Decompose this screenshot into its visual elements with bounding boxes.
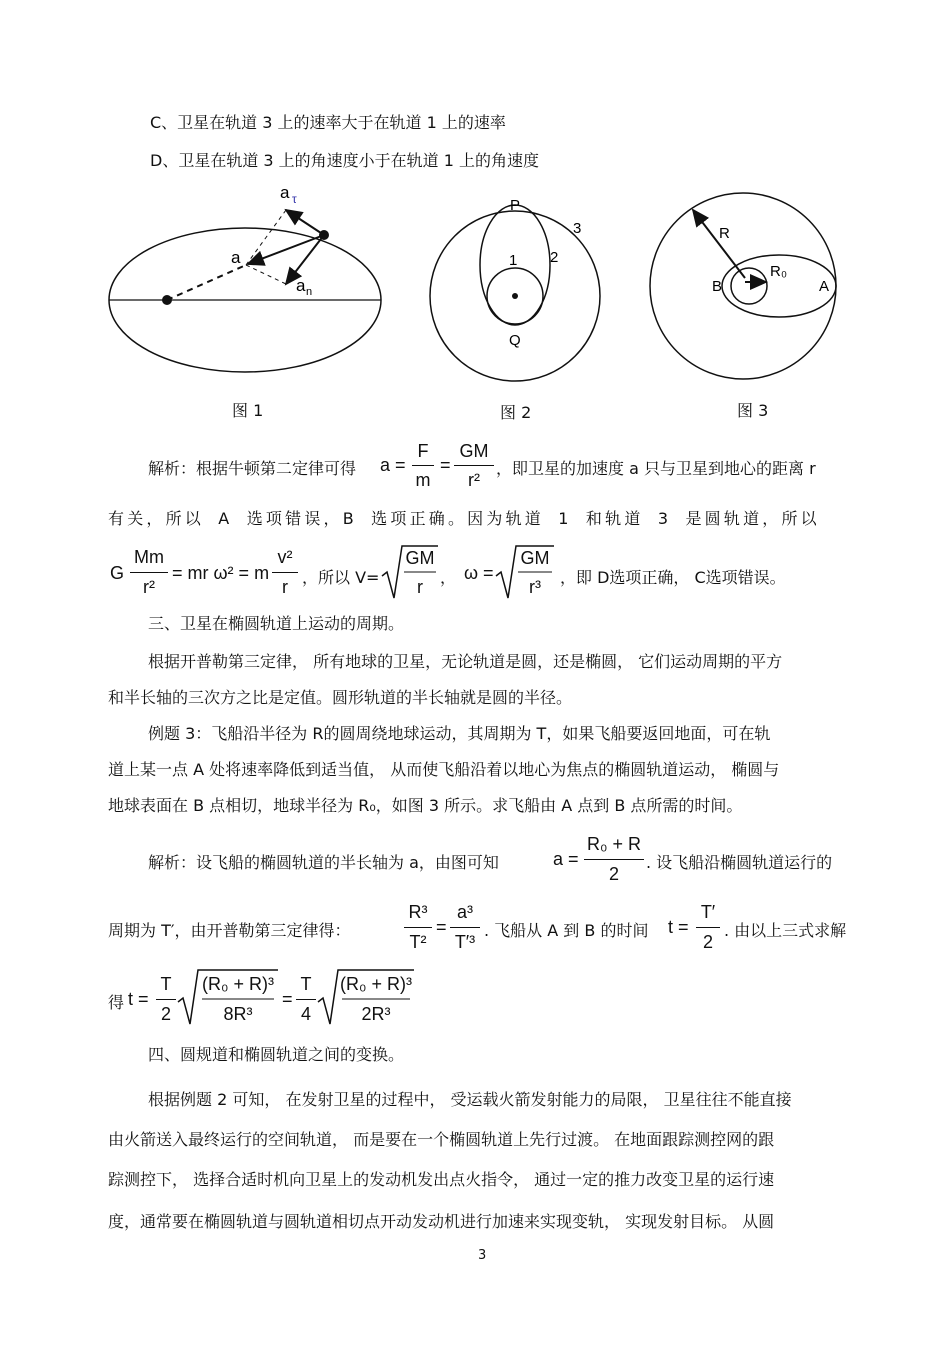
option-d: D、卫星在轨道 3 上的角速度小于在轨道 1 上的角速度	[150, 151, 540, 170]
analysis1-eq-a: a =	[380, 455, 406, 475]
analysis2-r2-den: 4	[300, 1004, 311, 1024]
analysis2-r2-bar	[296, 999, 316, 1000]
fig2-caption: 图 2	[500, 403, 532, 422]
option-c: C、卫星在轨道 3 上的速率大于在轨道 1 上的速率	[150, 113, 506, 132]
section3-ex2: 道上某一点 A 处将速率降低到适当值， 从而使飞船沿着以地心为焦点的椭圆轨道运动， 椭圆与	[108, 760, 780, 779]
analysis2-bar	[584, 859, 644, 860]
analysis2-t-eq: t =	[668, 917, 689, 937]
fig1-label-tau: τ	[292, 192, 297, 206]
fig1-label-n: n	[306, 286, 313, 298]
section4-p1: 根据例题 2 可知， 在发射卫星的过程中， 受运载火箭发射能力的局限， 卫星往往不能直接	[148, 1090, 792, 1109]
fig2-earth	[512, 293, 518, 299]
fig1-label-at: a	[280, 183, 290, 202]
section3-p1: 根据开普勒第三定律， 所有地球的卫星，无论轨道是圆，还是椭圆， 它们运动周期的平方	[148, 652, 783, 671]
section3-p2: 和半长轴的三次方之比是定值。圆形轨道的半长轴就是圆的半径。	[108, 688, 573, 707]
analysis2-r1-den: 2	[160, 1004, 171, 1024]
analysis2-k-num2: a³	[456, 902, 473, 922]
analysis1-mid: = mr ω² = m	[172, 563, 270, 583]
analysis2-k-den1: T²	[409, 932, 427, 952]
analysis1-so-v: ，所以 V=	[302, 568, 380, 587]
fig3-radius-r	[693, 210, 745, 278]
analysis2-r2-num: T	[300, 974, 312, 994]
analysis1-v2-den: r	[282, 577, 288, 597]
analysis2-k-num1: R³	[408, 902, 428, 922]
figure-3	[645, 190, 845, 390]
analysis1-text-after: ，即卫星的加速度 a 只与卫星到地心的距离 r	[496, 459, 816, 478]
analysis2-t-bar	[696, 927, 720, 928]
fig1-at-arrow	[286, 210, 324, 235]
analysis1-f-den: m	[415, 470, 431, 490]
analysis2-k-den2: T′³	[454, 932, 476, 952]
analysis2-prefix: 解析：设飞船的椭圆轨道的半长轴为 a，由图可知	[148, 853, 499, 872]
analysis2-a-eq: a =	[553, 849, 579, 869]
fig1-dashed-radius	[167, 265, 246, 300]
section3-ex3: 地球表面在 B 点相切，地球半径为 R₀，如图 3 所示。求飞船由 A 点到 B 点所需的时间。	[108, 796, 743, 815]
analysis1-f-bar	[412, 465, 434, 466]
analysis2-r-eq: =	[282, 989, 293, 1009]
section3-title: 三、卫星在椭圆轨道上运动的周期。	[148, 614, 405, 633]
analysis2-r2-rad-num: (R₀ + R)³	[340, 974, 412, 994]
fig3-label-b: B	[712, 278, 723, 295]
fig2-label-q: Q	[509, 332, 521, 349]
analysis1-mm-num: Mm	[134, 547, 164, 567]
section4-p3: 踪测控下， 选择合适时机向卫星上的发动机发出点火指令， 通过一定的推力改变卫星的运行速	[108, 1170, 775, 1189]
section3-ex1: 例题 3：飞船沿半径为 R的圆周绕地球运动，其周期为 T，如果飞船要返回地面，可在轨	[148, 724, 771, 743]
fig1-dash-an	[246, 265, 286, 284]
page-number: 3	[478, 1248, 487, 1263]
fig1-label-a: a	[231, 248, 241, 267]
analysis2-r1-rad-num: (R₀ + R)³	[202, 974, 274, 994]
analysis1-v2-num: v²	[277, 547, 293, 567]
fig2-label-1: 1	[509, 252, 518, 269]
analysis1-line2: 有关，所以 A 选项错误，B 选项正确。因为轨道 1 和轨道 3 是圆轨道，所以	[108, 509, 820, 528]
fig2-label-2: 2	[550, 249, 559, 266]
analysis2-k-bar2	[450, 927, 480, 928]
section4-title: 四、圆规道和椭圆轨道之间的变换。	[148, 1045, 405, 1064]
analysis2-line2-prefix: 周期为 T′，由开普勒第三定律得：	[108, 921, 351, 940]
analysis1-tail: ，即 D选项正确， C选项错误。	[560, 568, 786, 587]
fig1-caption: 图 1	[232, 401, 264, 420]
analysis1-g: G	[110, 563, 125, 583]
analysis1-gm-num: GM	[459, 441, 489, 461]
fig3-label-a: A	[819, 278, 830, 295]
analysis2-t-den: 2	[702, 932, 713, 952]
analysis1-f-num: F	[417, 441, 429, 461]
fig3-caption: 图 3	[737, 401, 769, 420]
fig2-label-p: P	[510, 197, 521, 214]
analysis2-t-num: T′	[700, 902, 716, 922]
analysis2-den: 2	[608, 864, 619, 884]
fig3-outer-orbit	[650, 193, 836, 379]
analysis1-v2-bar	[272, 572, 298, 573]
analysis1-prefix: 解析：根据牛顿第二定律可得	[148, 459, 357, 478]
analysis1-sq1-den: r	[417, 577, 423, 597]
section4-p2: 由火箭送入最终运行的空间轨道， 而是要在一个椭圆轨道上先行过渡。 在地面跟踪测控网的跟	[108, 1130, 775, 1149]
analysis2-t2: t =	[128, 989, 149, 1009]
analysis2-suffix: . 设飞船沿椭圆轨道运行的	[646, 853, 833, 872]
analysis2-line2-suffix: . 由以上三式求解	[724, 921, 847, 940]
analysis1-sq1-num: GM	[405, 548, 435, 568]
fig1-label-an: a	[296, 276, 306, 295]
analysis2-k-eq: =	[436, 917, 447, 937]
analysis1-comma: ，	[440, 568, 457, 587]
figure-1	[100, 178, 400, 388]
analysis2-line3-prefix: 得	[108, 993, 125, 1012]
analysis1-mm-bar	[130, 572, 168, 573]
analysis1-sq2-den: r³	[529, 577, 541, 597]
analysis1-mm-den: r²	[143, 577, 155, 597]
section4-p4: 度，通常要在椭圆轨道与圆轨道相切点开动发动机进行加速来实现变轨， 实现发射目标。 从圆	[108, 1212, 775, 1231]
fig2-label-3: 3	[573, 220, 582, 237]
analysis2-r1-num: T	[160, 974, 172, 994]
analysis2-r1-bar	[156, 999, 176, 1000]
fig3-earth	[731, 268, 767, 304]
fig3-label-r: R	[719, 225, 730, 242]
analysis1-sq2-num: GM	[520, 548, 550, 568]
figure-2	[420, 190, 610, 390]
analysis2-k-bar1	[404, 927, 432, 928]
fig3-label-r0: R₀	[770, 263, 788, 280]
analysis1-omega: ω =	[464, 563, 494, 583]
analysis2-r2-rad-den: 2R³	[361, 1004, 391, 1024]
analysis2-num: R₀ + R	[587, 834, 641, 854]
analysis1-gm-bar	[454, 465, 494, 466]
analysis2-line2-mid: . 飞船从 A 到 B 的时间	[484, 921, 649, 940]
analysis2-r1-rad-den: 8R³	[223, 1004, 253, 1024]
analysis1-gm-den: r²	[468, 470, 480, 490]
analysis1-eq2: =	[440, 455, 451, 475]
